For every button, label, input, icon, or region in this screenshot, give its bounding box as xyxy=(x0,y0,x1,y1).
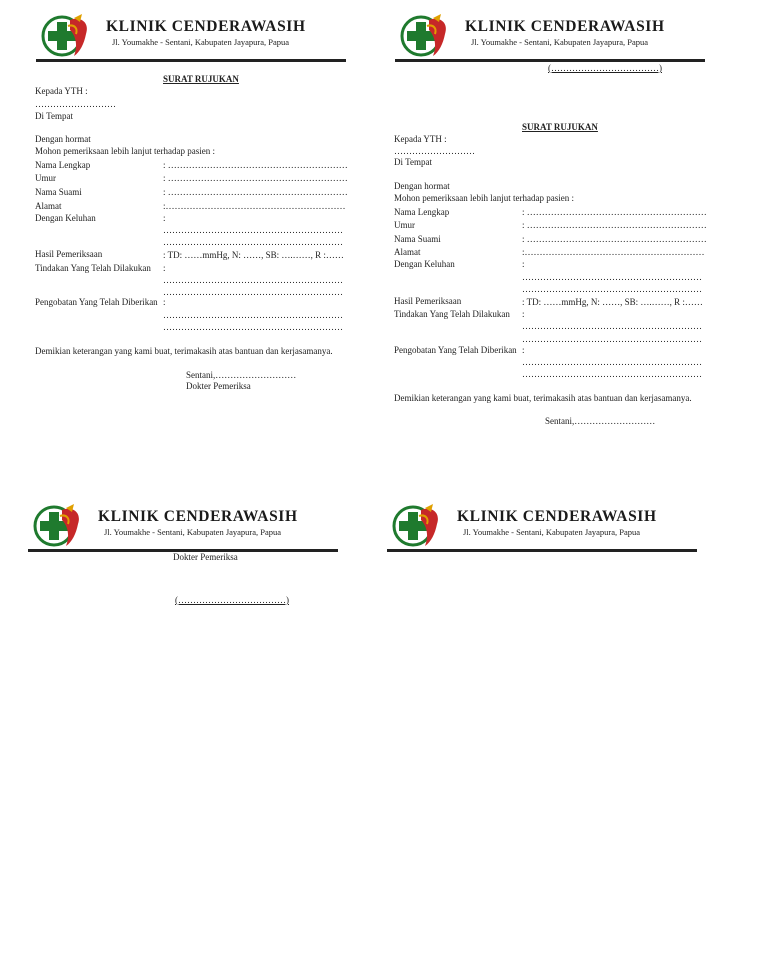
pengobatan-dots-1: …………………………………………………… xyxy=(522,357,702,367)
label-hasil: Hasil Pemeriksaan xyxy=(394,296,462,306)
tindakan-dots-2: …………………………………………………… xyxy=(522,334,702,344)
clinic-logo-icon xyxy=(399,14,451,58)
label-alamat: Alamat xyxy=(35,201,62,211)
value-suami: : …………………………………………………… xyxy=(163,187,348,197)
clinic-address: Jl. Youmakhe - Sentani, Kabupaten Jayapura, Papua xyxy=(471,37,649,47)
label-pengobatan: Pengobatan Yang Telah Diberikan xyxy=(394,345,517,355)
clinic-address: Jl. Youmakhe - Sentani, Kabupaten Jayapura, Papua xyxy=(112,37,290,47)
keluhan-dots-1: …………………………………………………… xyxy=(522,272,702,282)
pengobatan-dots-2: …………………………………………………… xyxy=(163,322,343,332)
referral-letter-1 xyxy=(35,14,365,404)
di-tempat: Di Tempat xyxy=(35,111,73,121)
clinic-logo-icon xyxy=(40,14,92,58)
value-alamat: :…………………………………………………… xyxy=(163,201,346,211)
tindakan-dots-1: …………………………………………………… xyxy=(163,275,343,285)
label-hasil: Hasil Pemeriksaan xyxy=(35,249,103,259)
label-tindakan: Tindakan Yang Telah Dilakukan xyxy=(35,263,151,273)
label-nama: Nama Lengkap xyxy=(394,207,450,217)
kepada-dots: ……………………… xyxy=(394,146,475,156)
letter-title: SURAT RUJUKAN xyxy=(522,122,598,132)
dokter-pemeriksa: Dokter Pemeriksa xyxy=(186,381,251,391)
value-pengobatan: : xyxy=(522,345,525,355)
value-alamat: :…………………………………………………… xyxy=(522,247,705,257)
value-keluhan: : xyxy=(522,259,525,269)
value-umur: : …………………………………………………… xyxy=(163,173,348,183)
label-umur: Umur xyxy=(35,173,56,183)
pengobatan-dots-2: …………………………………………………… xyxy=(522,369,702,379)
di-tempat: Di Tempat xyxy=(394,157,432,167)
value-nama: : …………………………………………………… xyxy=(522,207,707,217)
kepada-dots: ……………………… xyxy=(35,99,116,109)
tindakan-dots-1: …………………………………………………… xyxy=(522,321,702,331)
value-suami: : …………………………………………………… xyxy=(522,234,707,244)
value-pengobatan: : xyxy=(163,297,166,307)
signature-blank: (………………………………) xyxy=(548,63,662,73)
closing-text: Demikian keterangan yang kami buat, terimakasih atas bantuan dan kerjasamanya. xyxy=(394,393,692,403)
referral-letter-3 xyxy=(24,504,354,614)
referral-letter-2 xyxy=(394,14,734,434)
dengan-hormat: Dengan hormat xyxy=(394,181,450,191)
clinic-name: KLINIK CENDERAWASIH xyxy=(98,508,298,525)
clinic-address: Jl. Youmakhe - Sentani, Kabupaten Jayapura, Papua xyxy=(463,527,641,537)
label-tindakan: Tindakan Yang Telah Dilakukan xyxy=(394,309,510,319)
mohon: Mohon pemeriksaan lebih lanjut terhadap pasien : xyxy=(35,146,215,156)
kepada: Kepada YTH : xyxy=(35,86,88,96)
letterhead xyxy=(36,14,346,66)
letterhead xyxy=(395,14,705,66)
label-umur: Umur xyxy=(394,220,415,230)
header-rule xyxy=(36,59,346,62)
label-nama: Nama Lengkap xyxy=(35,160,91,170)
value-tindakan: : xyxy=(522,309,525,319)
signature-blank: (………………………………) xyxy=(175,595,289,605)
sentani-date: Sentani,……………………… xyxy=(186,370,297,380)
keluhan-dots-2: …………………………………………………… xyxy=(163,237,343,247)
value-umur: : …………………………………………………… xyxy=(522,220,707,230)
label-keluhan: Dengan Keluhan xyxy=(35,213,96,223)
header-rule xyxy=(395,59,705,62)
clinic-address: Jl. Youmakhe - Sentani, Kabupaten Jayapura, Papua xyxy=(104,527,282,537)
value-keluhan: : xyxy=(163,213,166,223)
clinic-logo-icon xyxy=(391,504,443,548)
clinic-logo-icon xyxy=(32,504,84,548)
clinic-name: KLINIK CENDERAWASIH xyxy=(457,508,657,525)
dengan-hormat: Dengan hormat xyxy=(35,134,91,144)
pengobatan-dots-1: …………………………………………………… xyxy=(163,310,343,320)
value-hasil: : TD: ……mmHg, N: ……, SB: ….……, R :…… xyxy=(522,297,703,307)
mohon: Mohon pemeriksaan lebih lanjut terhadap pasien : xyxy=(394,193,574,203)
letterhead xyxy=(387,504,697,556)
clinic-name: KLINIK CENDERAWASIH xyxy=(106,18,306,35)
letterhead xyxy=(28,504,338,556)
value-hasil: : TD: ……mmHg, N: ……, SB: ….……, R :…… xyxy=(163,250,344,260)
clinic-name: KLINIK CENDERAWASIH xyxy=(465,18,665,35)
tindakan-dots-2: …………………………………………………… xyxy=(163,287,343,297)
label-pengobatan: Pengobatan Yang Telah Diberikan xyxy=(35,297,158,307)
value-nama: : …………………………………………………… xyxy=(163,160,348,170)
label-suami: Nama Suami xyxy=(394,234,441,244)
label-keluhan: Dengan Keluhan xyxy=(394,259,455,269)
referral-letter-4 xyxy=(383,504,713,564)
letter-title: SURAT RUJUKAN xyxy=(163,74,239,84)
kepada: Kepada YTH : xyxy=(394,134,447,144)
closing-text: Demikian keterangan yang kami buat, terimakasih atas bantuan dan kerjasamanya. xyxy=(35,346,333,356)
label-suami: Nama Suami xyxy=(35,187,82,197)
dokter-pemeriksa: Dokter Pemeriksa xyxy=(173,552,238,562)
sentani-date: Sentani,……………………… xyxy=(545,416,656,426)
keluhan-dots-2: …………………………………………………… xyxy=(522,284,702,294)
header-rule xyxy=(387,549,697,552)
keluhan-dots-1: …………………………………………………… xyxy=(163,225,343,235)
value-tindakan: : xyxy=(163,263,166,273)
label-alamat: Alamat xyxy=(394,247,421,257)
